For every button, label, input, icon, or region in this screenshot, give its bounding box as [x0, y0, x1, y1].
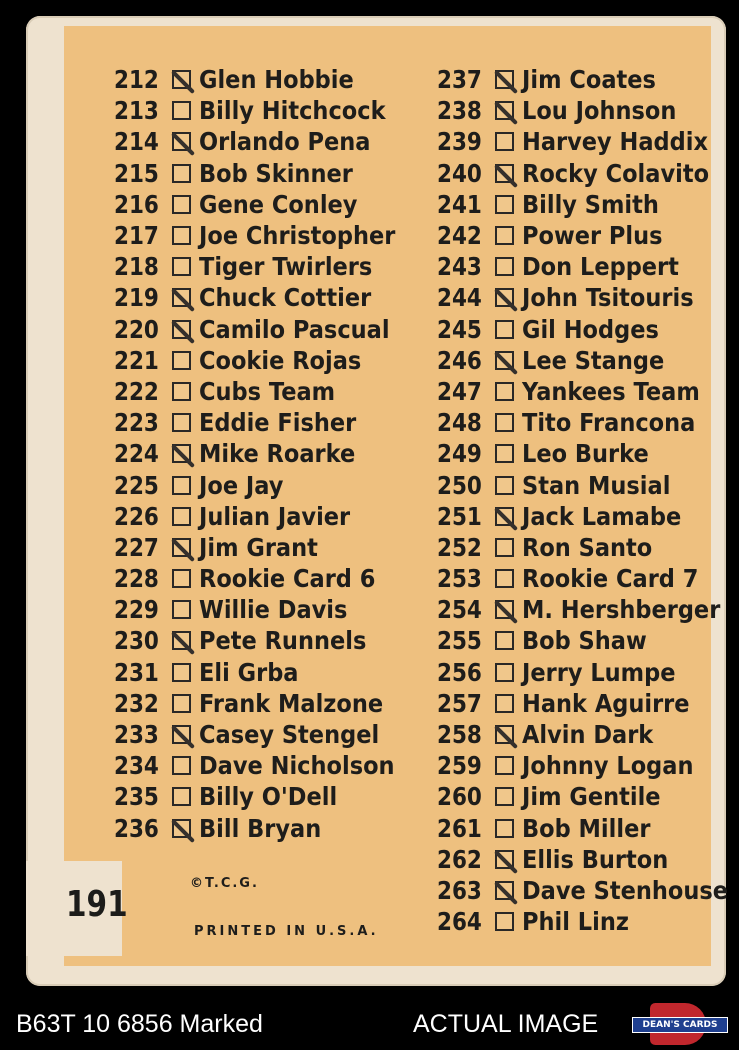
checked-checkbox-icon	[495, 70, 514, 89]
empty-checkbox-icon	[172, 569, 191, 588]
checked-checkbox-icon	[495, 881, 514, 900]
checklist-entry	[437, 875, 739, 906]
player-name: Alvin Dark	[522, 720, 654, 750]
player-name: Bob Shaw	[522, 626, 647, 656]
player-name: Glen Hobbie	[199, 65, 354, 95]
checked-checkbox-icon	[172, 288, 191, 307]
checklist-entry	[437, 469, 739, 500]
player-name: Rookie Card 7	[522, 564, 699, 594]
player-name: Lee Stange	[522, 345, 665, 375]
empty-checkbox-icon	[495, 694, 514, 713]
checklist-entry	[114, 407, 417, 438]
checklist-entry	[437, 282, 739, 313]
player-name: Hank Aguirre	[522, 688, 690, 718]
checklist-entry	[437, 189, 739, 220]
empty-checkbox-icon	[495, 195, 514, 214]
checked-checkbox-icon	[495, 725, 514, 744]
empty-checkbox-icon	[172, 507, 191, 526]
checklist-entry	[437, 126, 739, 157]
player-name: Mike Roarke	[199, 439, 356, 469]
player-name: Ron Santo	[522, 532, 653, 562]
player-name: Frank Malzone	[199, 688, 384, 718]
player-name: Rocky Colavito	[522, 158, 710, 188]
player-name: Harvey Haddix	[522, 127, 708, 157]
empty-checkbox-icon	[172, 787, 191, 806]
card-number-label: 229	[114, 595, 159, 625]
checklist-panel	[64, 26, 729, 966]
checklist-entry	[437, 345, 739, 376]
checklist-entry	[114, 251, 417, 282]
deans-cards-logo-icon	[632, 1003, 728, 1045]
checklist-entry	[437, 251, 739, 282]
player-name: Gil Hodges	[522, 314, 659, 344]
player-name: John Tsitouris	[522, 283, 694, 313]
empty-checkbox-icon	[495, 787, 514, 806]
player-name: Tito Francona	[522, 408, 696, 438]
player-name: Yankees Team	[522, 376, 700, 406]
card-number-label: 254	[437, 595, 482, 625]
player-name: Ellis Burton	[522, 844, 669, 874]
checklist-entry	[437, 314, 739, 345]
checklist-entry	[114, 501, 417, 532]
checklist-entry	[114, 594, 417, 625]
checklist-entry	[437, 625, 739, 656]
player-name: Jack Lamabe	[522, 501, 682, 531]
player-name: Chuck Cottier	[199, 283, 372, 313]
card-number-label: 220	[114, 314, 159, 344]
checklist-entry	[114, 719, 417, 750]
checklist-entry	[437, 657, 739, 688]
checklist-entry	[437, 594, 739, 625]
card-number-label: 227	[114, 532, 159, 562]
checked-checkbox-icon	[172, 819, 191, 838]
empty-checkbox-icon	[172, 164, 191, 183]
card-number-label: 222	[114, 376, 159, 406]
empty-checkbox-icon	[495, 413, 514, 432]
player-name: Power Plus	[522, 221, 663, 251]
player-name: Stan Musial	[522, 470, 671, 500]
empty-checkbox-icon	[495, 320, 514, 339]
player-name: Camilo Pascual	[199, 314, 390, 344]
logo-text: DEAN'S CARDS	[632, 1017, 728, 1033]
card-number-label: 231	[114, 657, 159, 687]
card-number-label: 238	[437, 96, 482, 126]
checked-checkbox-icon	[495, 850, 514, 869]
player-name: Eli Grba	[199, 657, 299, 687]
card-number-label: 243	[437, 252, 482, 282]
checklist-entry	[114, 95, 417, 126]
card-number-label: 237	[437, 65, 482, 95]
player-name: Billy Smith	[522, 189, 659, 219]
card-number-label: 215	[114, 158, 159, 188]
card-number-label: 259	[437, 751, 482, 781]
checklist-entry	[114, 282, 417, 313]
card-number-label: 218	[114, 252, 159, 282]
card-number-label: 260	[437, 782, 482, 812]
card-number-label: 255	[437, 626, 482, 656]
checklist-entry	[114, 189, 417, 220]
card-number-label: 225	[114, 470, 159, 500]
checked-checkbox-icon	[495, 351, 514, 370]
card-number-label: 212	[114, 65, 159, 95]
card-number-label: 244	[437, 283, 482, 313]
card-number-label: 219	[114, 283, 159, 313]
empty-checkbox-icon	[172, 756, 191, 775]
checklist-entry	[437, 844, 739, 875]
checklist-entry	[437, 688, 739, 719]
card-number-label: 252	[437, 532, 482, 562]
checked-checkbox-icon	[172, 538, 191, 557]
player-name: Jim Grant	[199, 532, 318, 562]
checklist-entry	[437, 376, 739, 407]
player-name: Dave Stenhouse	[522, 875, 729, 905]
player-name: Bob Miller	[522, 813, 651, 843]
card-number-label: 239	[437, 127, 482, 157]
empty-checkbox-icon	[495, 631, 514, 650]
card-number-label: 233	[114, 720, 159, 750]
card-number-label: 245	[437, 314, 482, 344]
copyright-text: ©T.C.G.	[190, 876, 259, 891]
player-name: M. Hershberger	[522, 595, 721, 625]
checklist-entry	[114, 314, 417, 345]
card-number-label: 216	[114, 189, 159, 219]
player-name: Eddie Fisher	[199, 408, 357, 438]
card-number-label: 262	[437, 844, 482, 874]
card-number-label: 249	[437, 439, 482, 469]
player-name: Pete Runnels	[199, 626, 367, 656]
player-name: Leo Burke	[522, 439, 649, 469]
checklist-entry	[114, 750, 417, 781]
player-name: Joe Christopher	[199, 221, 396, 251]
card-number-label: 248	[437, 408, 482, 438]
checklist-entry	[437, 64, 739, 95]
player-name: Willie Davis	[199, 595, 348, 625]
card-number-label: 221	[114, 345, 159, 375]
card-number-label: 261	[437, 813, 482, 843]
empty-checkbox-icon	[495, 819, 514, 838]
player-name: Julian Javier	[199, 501, 351, 531]
card-number-label: 258	[437, 720, 482, 750]
checklist-entry	[437, 750, 739, 781]
checklist-entry	[114, 781, 417, 812]
player-name: Billy O'Dell	[199, 782, 338, 812]
card-number-label: 213	[114, 96, 159, 126]
player-name: Orlando Pena	[199, 127, 371, 157]
checklist-entry	[437, 532, 739, 563]
empty-checkbox-icon	[495, 382, 514, 401]
card-number-label: 228	[114, 564, 159, 594]
empty-checkbox-icon	[495, 476, 514, 495]
card-number-label: 234	[114, 751, 159, 781]
checklist-entry	[437, 563, 739, 594]
checked-checkbox-icon	[172, 70, 191, 89]
card-number-label: 257	[437, 688, 482, 718]
checklist-entry	[114, 657, 417, 688]
card-number-label: 253	[437, 564, 482, 594]
empty-checkbox-icon	[172, 413, 191, 432]
checklist-entry	[114, 158, 417, 189]
checklist-entry	[437, 813, 739, 844]
checklist-entry	[437, 438, 739, 469]
player-name: Jerry Lumpe	[522, 657, 676, 687]
card-number-label: 241	[437, 189, 482, 219]
player-name: Rookie Card 6	[199, 564, 376, 594]
checklist-right-column	[437, 64, 739, 937]
card-number-label: 263	[437, 875, 482, 905]
card-number-label: 242	[437, 221, 482, 251]
checked-checkbox-icon	[172, 725, 191, 744]
player-name: Dave Nicholson	[199, 751, 395, 781]
card-number-label: 235	[114, 782, 159, 812]
checklist-entry	[114, 469, 417, 500]
checked-checkbox-icon	[495, 288, 514, 307]
checklist-entry	[114, 376, 417, 407]
checklist-entry	[114, 625, 417, 656]
card-number-label: 264	[437, 907, 482, 937]
empty-checkbox-icon	[172, 382, 191, 401]
player-name: Cubs Team	[199, 376, 336, 406]
checklist-entry	[437, 407, 739, 438]
card-number-label: 214	[114, 127, 159, 157]
printed-in-text: PRINTED IN U.S.A.	[194, 924, 379, 939]
checked-checkbox-icon	[172, 320, 191, 339]
card-number-label: 223	[114, 408, 159, 438]
checked-checkbox-icon	[495, 600, 514, 619]
checklist-entry	[114, 345, 417, 376]
card-number-label: 251	[437, 501, 482, 531]
listing-caption: B63T 10 6856 Marked	[16, 1010, 263, 1038]
card-number-label: 250	[437, 470, 482, 500]
player-name: Bob Skinner	[199, 158, 353, 188]
empty-checkbox-icon	[172, 663, 191, 682]
checklist-entry	[437, 95, 739, 126]
checked-checkbox-icon	[495, 101, 514, 120]
checked-checkbox-icon	[172, 132, 191, 151]
checklist-entry	[437, 158, 739, 189]
checklist-entry	[114, 532, 417, 563]
player-name: Don Leppert	[522, 252, 679, 282]
player-name: Jim Coates	[522, 65, 656, 95]
empty-checkbox-icon	[172, 101, 191, 120]
checklist-entry	[114, 126, 417, 157]
checklist-entry	[114, 438, 417, 469]
checklist-left-column	[114, 64, 417, 844]
empty-checkbox-icon	[495, 538, 514, 557]
checklist-entry	[114, 220, 417, 251]
player-name: Cookie Rojas	[199, 345, 362, 375]
empty-checkbox-icon	[495, 756, 514, 775]
card-number-label: 246	[437, 345, 482, 375]
checklist-entry	[437, 906, 739, 937]
empty-checkbox-icon	[495, 226, 514, 245]
empty-checkbox-icon	[172, 226, 191, 245]
player-name: Gene Conley	[199, 189, 358, 219]
checklist-entry	[437, 719, 739, 750]
card-number-label: 217	[114, 221, 159, 251]
card-number-label: 236	[114, 813, 159, 843]
card-number-label: 240	[437, 158, 482, 188]
empty-checkbox-icon	[495, 132, 514, 151]
empty-checkbox-icon	[172, 694, 191, 713]
card-number: 191	[66, 884, 128, 925]
checklist-entry	[114, 563, 417, 594]
checked-checkbox-icon	[172, 631, 191, 650]
checklist-entry	[114, 64, 417, 95]
checked-checkbox-icon	[172, 444, 191, 463]
empty-checkbox-icon	[495, 912, 514, 931]
empty-checkbox-icon	[495, 257, 514, 276]
player-name: Billy Hitchcock	[199, 96, 386, 126]
card-number-label: 232	[114, 688, 159, 718]
actual-image-caption: ACTUAL IMAGE	[413, 1010, 599, 1038]
card-number-label: 247	[437, 376, 482, 406]
checklist-entry	[437, 501, 739, 532]
player-name: Johnny Logan	[522, 751, 694, 781]
empty-checkbox-icon	[495, 444, 514, 463]
player-name: Lou Johnson	[522, 96, 677, 126]
player-name: Bill Bryan	[199, 813, 322, 843]
player-name: Joe Jay	[199, 470, 284, 500]
card-number-label: 224	[114, 439, 159, 469]
empty-checkbox-icon	[172, 195, 191, 214]
empty-checkbox-icon	[172, 476, 191, 495]
checklist-entry	[114, 813, 417, 844]
card-number-label: 226	[114, 501, 159, 531]
empty-checkbox-icon	[172, 257, 191, 276]
player-name: Phil Linz	[522, 907, 629, 937]
player-name: Tiger Twirlers	[199, 252, 373, 282]
card-number-label: 256	[437, 657, 482, 687]
checklist-entry	[437, 220, 739, 251]
empty-checkbox-icon	[495, 569, 514, 588]
checked-checkbox-icon	[495, 507, 514, 526]
empty-checkbox-icon	[172, 600, 191, 619]
checklist-entry	[114, 688, 417, 719]
player-name: Jim Gentile	[522, 782, 661, 812]
card-number-label: 230	[114, 626, 159, 656]
checked-checkbox-icon	[495, 164, 514, 183]
player-name: Casey Stengel	[199, 720, 380, 750]
checklist-entry	[437, 781, 739, 812]
checklist-card	[26, 16, 729, 986]
empty-checkbox-icon	[495, 663, 514, 682]
empty-checkbox-icon	[172, 351, 191, 370]
